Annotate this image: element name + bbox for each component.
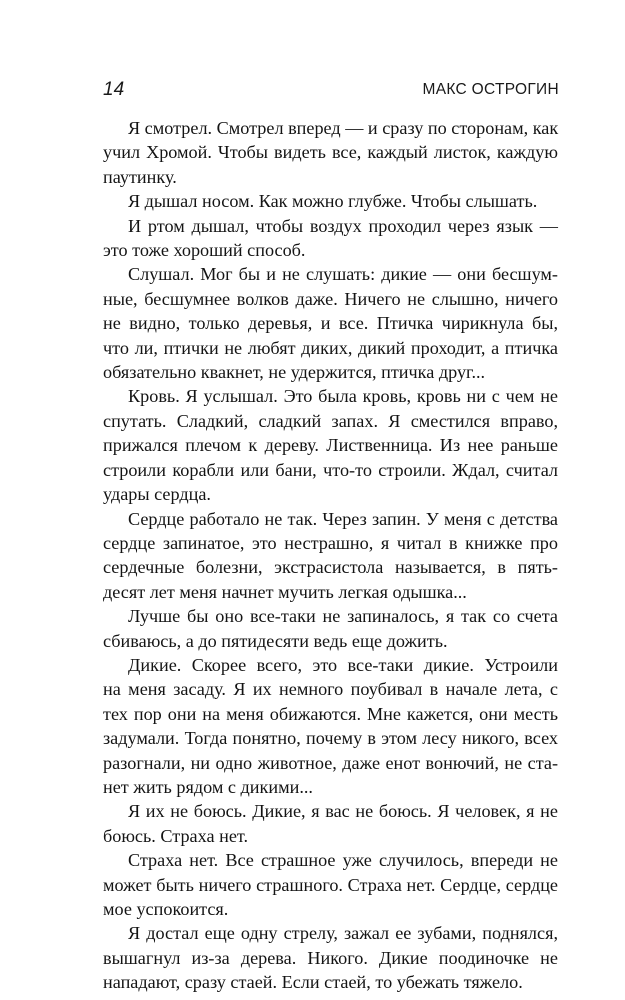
text-line: учил Хромой. Чтобы видеть все, каждый листок, каждую: [103, 142, 558, 163]
text-line: нападают, сразу стаей. Если стаей, то убежать тяжело.: [103, 972, 523, 993]
text-line: сбиваюсь, а до пятидесяти ведь еще дожить.: [103, 630, 448, 651]
text-line: И ртом дышал, чтобы воздух проходил через язык —: [128, 215, 558, 236]
text-line: строили корабли или бани, что-то строили. Ждал, считал: [103, 459, 558, 480]
text-line: удары сердца.: [103, 484, 211, 505]
text-line: Страха нет. Все страшное уже случилось, впереди не: [128, 850, 558, 871]
text-line: нет жить рядом с дикими...: [103, 776, 313, 797]
paragraph: [103, 921, 558, 994]
text-line: паутинку.: [103, 166, 177, 187]
text-line: сердце запинатое, это нестрашно, я читал в книжке про: [103, 532, 558, 553]
text-line: может быть ничего страшного. Страха нет. Сердце, сердце: [103, 874, 558, 895]
text-line: Я смотрел. Смотрел вперед — и сразу по сторонам, как: [128, 118, 559, 138]
paragraph: [103, 116, 558, 189]
text-line: десят лет меня начнет мучить легкая одышка...: [103, 581, 467, 602]
text-line: обязательно квакнет, не удержится, птичка друг...: [103, 362, 486, 383]
text-line: Слушал. Мог бы и не слушать: дикие — они бесшум-: [128, 264, 558, 285]
text-line: задумали. Тогда понятно, почему в этом лесу никого, всех: [103, 728, 558, 749]
text-line: тех пор они на меня обижаются. Мне кажется, они месть: [103, 703, 558, 724]
paragraph: [103, 507, 558, 605]
text-line: Кровь. Я услышал. Это была кровь, кровь ни с чем не: [128, 386, 558, 407]
page-header: [103, 78, 559, 102]
text-line: Дикие. Скорее всего, это все-таки дикие. Устроили: [128, 654, 558, 675]
body-text: [103, 116, 558, 995]
text-line: Я дышал носом. Как можно глубже. Чтобы слышать.: [128, 191, 538, 212]
text-line: мое успокоится.: [103, 899, 229, 919]
text-line: разогнали, ни одно животное, даже енот вонючий, не ста-: [103, 752, 558, 773]
running-head-author: МАКС ОСТРОГИН: [422, 81, 559, 98]
page-number: 14: [103, 79, 125, 100]
paragraph: [103, 384, 558, 506]
text-line: Я достал еще одну стрелу, зажал ее зубами, поднялся,: [128, 923, 558, 944]
text-line: прижался плечом к дереву. Лиственница. Из нее раньше: [103, 435, 558, 456]
text-line: Сердце работало не так. Через запин. У меня с детства: [128, 508, 558, 529]
paragraph: [103, 214, 558, 263]
text-line: Лучше бы оно все-таки не запиналось, я так со счета: [128, 606, 558, 627]
text-line: это тоже хороший способ.: [103, 240, 306, 261]
text-line: на меня засаду. Я их немного поубивал в начале лета, с: [103, 679, 558, 700]
text-line: что ли, птички не любят диких, дикий проходит, а птичка: [103, 337, 558, 358]
text-line: сердечные болезни, экстрасистола называется, в пять-: [103, 557, 558, 578]
paragraph: [103, 262, 558, 384]
paragraph: [103, 189, 558, 213]
text-line: не видно, только деревья, и все. Птичка чирикнула бы,: [103, 313, 558, 334]
text-line: боюсь. Страха нет.: [103, 825, 249, 846]
paragraph: [103, 848, 558, 921]
text-line: спутать. Сладкий, сладкий запах. Я сместился вправо,: [103, 410, 558, 431]
text-line: ные, бесшумнее волков даже. Ничего не слышно, ничего: [103, 288, 558, 309]
paragraph: [103, 604, 558, 653]
paragraph: [103, 799, 558, 848]
text-line: Я их не боюсь. Дикие, я вас не боюсь. Я человек, я не: [128, 801, 558, 822]
text-line: вышагнул из-за дерева. Никого. Дикие поодиночке не: [103, 947, 558, 968]
paragraph: [103, 653, 558, 799]
